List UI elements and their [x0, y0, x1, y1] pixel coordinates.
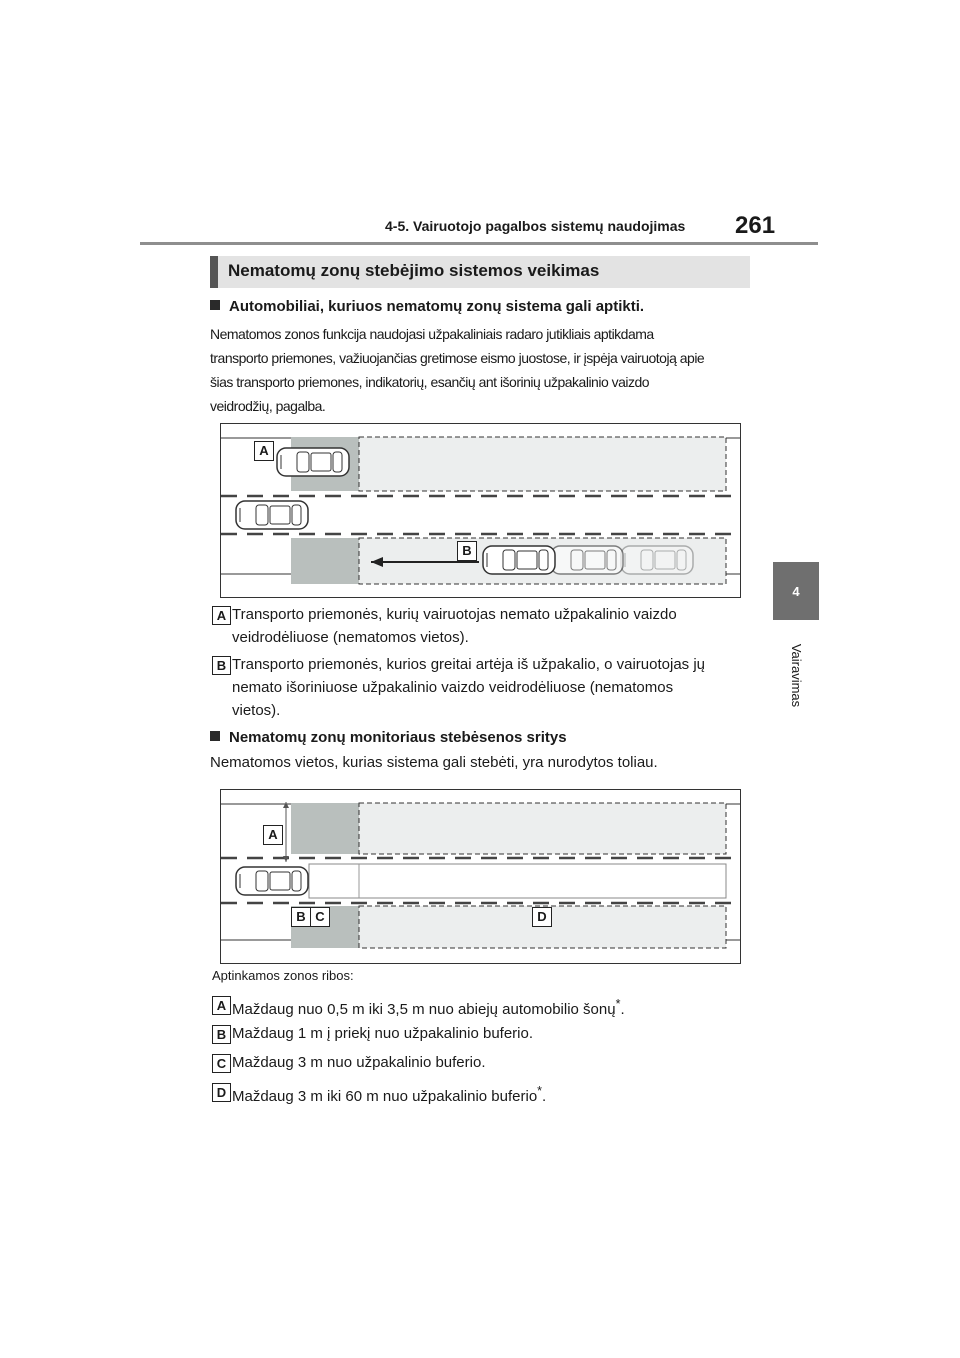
car-icon-ghost-2: [621, 546, 693, 574]
paragraph-line: šias transporto priemones, indikatorių, esančių ant išorinių užpakalinio vaizdo: [210, 374, 650, 390]
subheading-1: [210, 298, 644, 315]
car-icon-b: [483, 546, 555, 574]
chapter-label: [760, 638, 834, 712]
range-item-a: [232, 993, 752, 1021]
range-badge-b: B: [212, 1025, 231, 1044]
range-text: Maždaug 1 m į priekį nuo užpakalinio buferio.: [232, 1025, 534, 1042]
square-bullet-icon: [210, 731, 220, 741]
figure-vehicles-detected: [220, 423, 741, 598]
range-text: Maždaug 3 m iki 60 m nuo užpakalinio buferio: [232, 1088, 538, 1105]
chapter-label-text: Vairavimas: [789, 643, 805, 707]
range-end: .: [620, 1001, 625, 1018]
square-bullet-icon: [210, 300, 220, 310]
zone-d-upper: [359, 803, 726, 854]
range-item-c: [232, 1051, 752, 1074]
figure-1-label-b: B: [457, 541, 477, 561]
subheading-2: [210, 729, 567, 746]
legend-item-b: [232, 653, 752, 722]
figure-1-label-a: A: [254, 441, 274, 461]
legend-line: nemato išoriniuose užpakalinio vaizdo veidrodėliuose (nematomos: [232, 679, 674, 696]
range-badge-a: A: [212, 996, 231, 1015]
section-title: Nematomų zonų stebėjimo sistemos veikimas: [228, 261, 600, 280]
car-icon-ghost-1: [551, 546, 623, 574]
figure-2-label-d: D: [532, 907, 552, 927]
figure-2-label-b: B: [291, 907, 311, 927]
range-end: .: [542, 1088, 547, 1105]
chapter-tab: 4: [773, 562, 819, 620]
car-icon-a: [277, 448, 349, 476]
range-text: Maždaug nuo 0,5 m iki 3,5 m nuo abiejų automobilio šonų: [232, 1001, 616, 1018]
intro-paragraph: [210, 322, 750, 418]
legend-item-a: [232, 603, 752, 649]
section-title-accent: [210, 256, 218, 288]
range-badge-c: C: [212, 1054, 231, 1073]
subheading-1-text: Automobiliai, kuriuos nematomų zonų sistema gali aptikti.: [229, 298, 645, 315]
figure-2-label-c: C: [310, 907, 330, 927]
car-icon-own: [236, 867, 308, 895]
legend-line: vietos).: [232, 702, 281, 719]
figure-2-illustration: [221, 790, 740, 963]
range-item-d: [232, 1080, 752, 1108]
figure-monitoring-areas: [220, 789, 741, 964]
header-rule: [140, 242, 818, 245]
paragraph-line: transporto priemones, važiuojančias gretimose eismo juostose, ir įspėja vairuotoją apie: [210, 350, 705, 366]
legend-line: Transporto priemonės, kurių vairuotojas nemato užpakalinio vaizdo: [232, 606, 677, 623]
car-icon-own: [236, 501, 308, 529]
blind-spot-zone-left-lower: [291, 538, 359, 584]
running-header: 4-5. Vairuotojo pagalbos sistemų naudojimas: [385, 218, 686, 234]
legend-badge-b: B: [212, 656, 231, 675]
subheading-2-paragraph: Nematomos vietos, kurias sistema gali stebėti, yra nurodytos toliau.: [210, 754, 658, 771]
legend-badge-a: A: [212, 606, 231, 625]
footnote-marker: *: [615, 997, 621, 1011]
legend-line: veidrodėliuose (nematomos vietos).: [232, 629, 469, 646]
paragraph-line: veidrodžių, pagalba.: [210, 398, 326, 414]
paragraph-line: Nematomos zonos funkcija naudojasi užpakaliniais radaro jutikliais aptikdama: [210, 326, 654, 342]
page-number: 261: [735, 212, 776, 239]
legend-line: Transporto priemonės, kurios greitai artėja iš užpakalio, o vairuotojas jų: [232, 656, 706, 673]
detection-zone-upper: [359, 437, 726, 491]
range-item-b: [232, 1022, 752, 1045]
subheading-2-text: Nematomų zonų monitoriaus stebėsenos sritys: [229, 729, 567, 746]
range-text: Maždaug 3 m nuo užpakalinio buferio.: [232, 1054, 486, 1071]
figure-2-caption: Aptinkamos zonos ribos:: [212, 968, 354, 983]
figure-1-illustration: [221, 424, 740, 597]
range-badge-d: D: [212, 1083, 231, 1102]
zone-a-upper: [291, 803, 359, 854]
section-title-bar: [210, 256, 750, 288]
footnote-marker: *: [537, 1084, 543, 1098]
figure-2-label-a: A: [263, 825, 283, 845]
